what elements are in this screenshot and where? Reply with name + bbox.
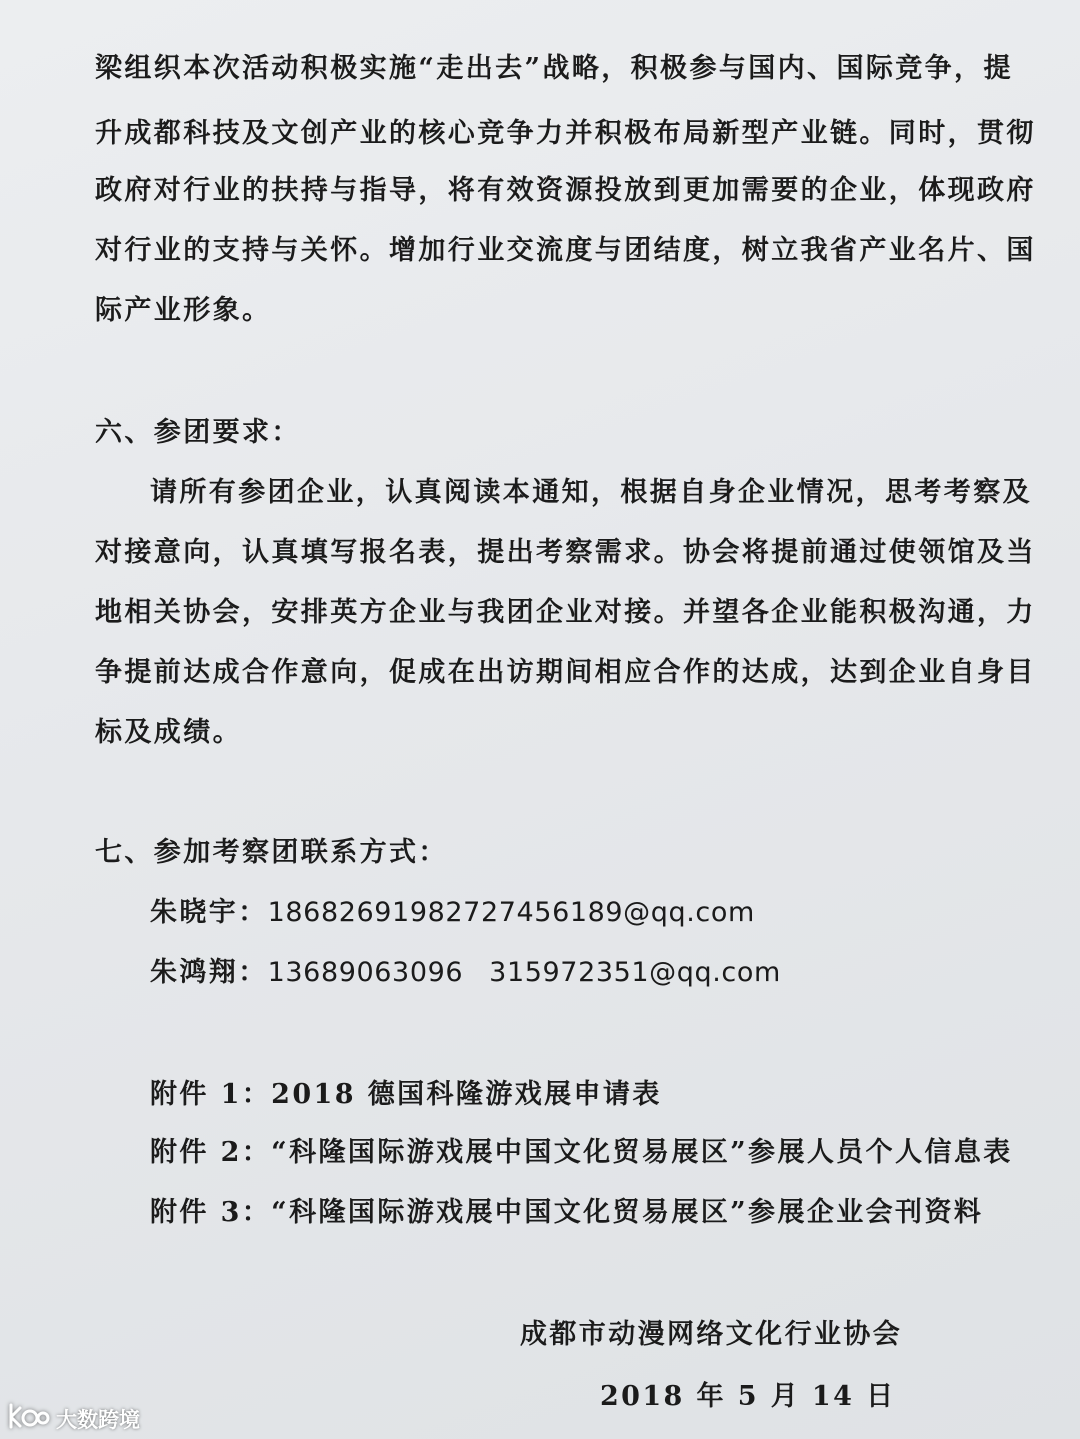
- section-six-heading: 六、参团要求：: [95, 417, 301, 448]
- section-six-line-4: 争提前达成合作意向，促成在出访期间相应合作的达成，达到企业自身目: [95, 657, 1036, 688]
- kb-logo-icon: [8, 1402, 50, 1435]
- attachment-item: 附件 2：“科隆国际游戏展中国文化贸易展区”参展人员个人信息表: [150, 1137, 1013, 1168]
- intro-line-3: 政府对行业的扶持与指导，将有效资源投放到更加需要的企业，体现政府: [95, 175, 1036, 206]
- intro-line-2: 升成都科技及文创产业的核心竞争力并积极布局新型产业链。同时，贯彻: [95, 118, 1036, 149]
- signature-date: 2018 年 5 月 14 日: [600, 1381, 896, 1412]
- contact-email: 315972351@qq.com: [489, 957, 781, 988]
- contact-name: 朱晓宇：: [150, 897, 268, 928]
- attachment-item: 附件 3：“科隆国际游戏展中国文化贸易展区”参展企业会刊资料: [150, 1197, 984, 1228]
- intro-line-5: 际产业形象。: [95, 295, 272, 326]
- section-six-line-3: 地相关协会，安排英方企业与我团企业对接。并望各企业能积极沟通，力: [95, 597, 1036, 628]
- intro-line-4: 对行业的支持与关怀。增加行业交流度与团结度，树立我省产业名片、国: [95, 235, 1036, 266]
- section-six-line-1: 请所有参团企业，认真阅读本通知，根据自身企业情况，思考考察及: [150, 477, 1032, 508]
- contact-name: 朱鸿翔：: [150, 957, 268, 988]
- intro-line-1: 梁组织本次活动积极实施“走出去”战略，积极参与国内、国际竞争，提: [95, 53, 1013, 84]
- contact-row: [150, 956, 781, 990]
- watermark-text: 大数跨境: [56, 1407, 140, 1432]
- contact-email: 727456189@qq.com: [463, 897, 755, 928]
- signature-organization: 成都市动漫网络文化行业协会: [520, 1319, 903, 1350]
- section-six-line-2: 对接意向，认真填写报名表，提出考察需求。协会将提前通过使领馆及当: [95, 537, 1036, 568]
- watermark: [8, 1402, 140, 1435]
- attachment-item: 附件 1：2018 德国科隆游戏展申请表: [150, 1079, 662, 1110]
- contact-row: [150, 896, 755, 930]
- section-six-line-5: 标及成绩。: [95, 717, 242, 748]
- section-seven-heading: 七、参加考察团联系方式：: [95, 837, 448, 868]
- contact-phone: 13689063096: [267, 957, 464, 988]
- contact-phone: 18682691982: [267, 897, 464, 928]
